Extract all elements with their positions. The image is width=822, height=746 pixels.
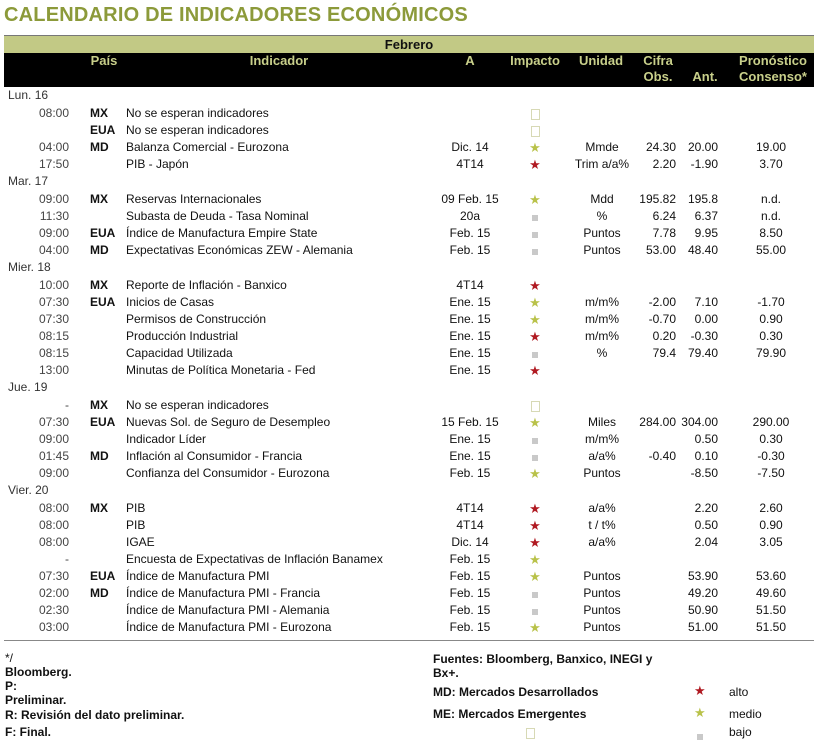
impact-medium-star-icon: ★ [529,140,541,155]
row-observed: 284.00 [639,415,676,429]
row-reference-period: Feb. 15 [449,466,491,480]
row-previous: 0.10 [694,449,718,463]
row-forecast: 3.70 [759,157,783,171]
impact-none-square-icon [516,124,554,137]
row-country: MX [90,398,108,412]
row-forecast: 51.50 [755,620,787,634]
row-indicator: PIB [126,518,146,532]
impact-low-square-icon [516,347,554,360]
row-time: 08:00 [38,518,69,532]
legend-alto-star-icon: ★ [694,683,706,698]
impact-low-square-icon [516,244,554,257]
impact-high-star-icon: ★ [529,157,541,172]
row-observed: 79.4 [652,346,676,360]
row-observed: -0.40 [648,449,676,463]
day-label: Vier. 20 [8,483,49,497]
row-indicator: Minutas de Política Monetaria - Fed [126,363,316,377]
row-reference-period: 20a [459,209,481,223]
row-previous: 195.8 [687,192,718,206]
row-time: 09:00 [38,226,69,240]
row-forecast: n.d. [760,209,781,223]
row-unit: Puntos [583,466,621,480]
row-forecast: 19.00 [755,140,787,154]
day-header [0,379,822,397]
row-forecast: -7.50 [757,466,785,480]
row-time: 02:00 [38,586,69,600]
row-country: EUA [90,295,116,309]
impact-low-square-icon [516,450,554,463]
row-time: 07:30 [38,295,69,309]
row-country: EUA [90,226,116,240]
row-indicator: Capacidad Utilizada [126,346,233,360]
impact-medium-star-icon: ★ [529,312,541,327]
row-previous: 0.50 [694,518,718,532]
row-reference-period: Dic. 14 [451,535,489,549]
row-forecast: 0.30 [759,432,783,446]
row-previous: 0.00 [694,312,718,326]
row-indicator: No se esperan indicadores [126,123,269,137]
row-previous: 48.40 [687,243,718,257]
row-time: 08:15 [38,346,69,360]
table-row [0,602,822,619]
legend-empty-square-icon [526,725,535,743]
row-indicator: Reporte de Inflación - Banxico [126,278,287,292]
row-reference-period: Feb. 15 [449,569,491,583]
impact-low-square-icon [516,210,554,223]
table-row [0,225,822,242]
row-indicator: PIB [126,501,146,515]
row-indicator: No se esperan indicadores [126,106,269,120]
row-unit: m/m% [585,295,619,309]
table-row [0,105,822,122]
row-indicator: Confianza del Consumidor - Eurozona [126,466,330,480]
impact-high-star-icon: ★ [529,363,541,378]
row-indicator: Producción Industrial [126,329,239,343]
row-unit: Miles [587,415,616,429]
row-forecast: 0.90 [759,518,783,532]
row-previous: 304.00 [681,415,718,429]
impact-medium-star-icon: ★ [529,415,541,430]
impact-medium-star-icon: ★ [529,192,541,207]
footnote-bloomberg: Bloomberg. [5,665,72,679]
row-unit: m/m% [585,432,619,446]
row-indicator: Expectativas Económicas ZEW - Alemania [126,243,353,257]
impact-high-star-icon: ★ [529,329,541,344]
row-country: EUA [90,123,116,137]
row-unit: t / t% [588,518,616,532]
day-header [0,87,822,105]
row-reference-period: Ene. 15 [449,363,491,377]
row-unit: a/a% [588,449,616,463]
row-forecast: 51.50 [755,603,787,617]
row-previous: -8.50 [690,466,718,480]
day-header [0,259,822,277]
footnote-final: F: Final. [5,725,51,739]
row-unit: % [596,209,608,223]
header-impacto: Impacto [510,53,560,68]
footer-divider [4,640,814,641]
row-previous: 0.50 [694,432,718,446]
table-row [0,311,822,328]
row-time: 07:30 [38,569,69,583]
row-reference-period: 4T14 [456,157,484,171]
row-unit: Mdd [590,192,614,206]
header-pais: País [90,53,118,68]
row-observed: 7.78 [652,226,676,240]
impact-low-square-icon [516,227,554,240]
table-row [0,585,822,602]
row-country: MX [90,192,108,206]
row-forecast: 0.90 [759,312,783,326]
row-time: 02:30 [38,603,69,617]
row-forecast: -0.30 [757,449,785,463]
row-country: MD [90,449,109,463]
row-time: 10:00 [38,278,69,292]
row-forecast: 53.60 [755,569,787,583]
row-previous: 49.20 [687,586,718,600]
md-definition: MD: Mercados Desarrollados [433,685,599,699]
row-previous: 7.10 [694,295,718,309]
row-indicator: Inflación al Consumidor - Francia [126,449,303,463]
table-row [0,122,822,139]
table-row [0,362,822,379]
sources-line-2: Bx+. [433,666,459,680]
row-country: EUA [90,415,116,429]
day-label: Jue. 19 [8,380,48,394]
row-country: MX [90,106,108,120]
legend-bajo-square-icon [697,728,703,746]
header-obs: Obs. [643,69,673,84]
row-indicator: IGAE [126,535,155,549]
impact-high-star-icon: ★ [529,535,541,550]
table-row [0,191,822,208]
row-reference-period: Ene. 15 [449,295,491,309]
row-indicator: No se esperan indicadores [126,398,269,412]
footnote-revision: R: Revisión del dato preliminar. [5,708,185,722]
row-indicator: Índice de Manufactura PMI - Francia [126,586,321,600]
row-reference-period: 09 Feb. 15 [441,192,499,206]
row-forecast: 0.30 [759,329,783,343]
row-unit: Puntos [583,243,621,257]
row-reference-period: Ene. 15 [449,432,491,446]
table-row [0,397,822,414]
table-header [4,53,814,87]
table-row [0,551,822,568]
row-reference-period: 15 Feb. 15 [441,415,499,429]
row-previous: -0.30 [690,329,718,343]
header-ant: Ant. [692,69,718,84]
impact-none-square-icon [516,107,554,120]
header-pronostico: Pronóstico [739,53,807,68]
table-row [0,431,822,448]
row-reference-period: Feb. 15 [449,586,491,600]
row-reference-period: Feb. 15 [449,620,491,634]
header-a: A [465,53,475,68]
row-reference-period: Feb. 15 [449,552,491,566]
row-indicator: Inicios de Casas [126,295,215,309]
row-observed: -0.70 [648,312,676,326]
row-time: - [65,398,69,412]
table-row [0,568,822,585]
impact-low-square-icon [516,433,554,446]
impact-none-square-icon [516,399,554,412]
row-indicator: Nuevas Sol. de Seguro de Desempleo [126,415,331,429]
table-row [0,448,822,465]
row-previous: 50.90 [687,603,718,617]
row-previous: 53.90 [687,569,718,583]
impact-medium-star-icon: ★ [529,466,541,481]
row-unit: Trim a/a% [574,157,630,171]
row-country: MD [90,586,109,600]
impact-low-square-icon [516,587,554,600]
row-observed: 6.24 [652,209,676,223]
row-observed: 53.00 [645,243,676,257]
row-country: MD [90,243,109,257]
table-row [0,328,822,345]
table-row [0,277,822,294]
row-reference-period: Dic. 14 [451,140,489,154]
row-country: EUA [90,569,116,583]
row-forecast: n.d. [760,192,781,206]
row-country: MX [90,278,108,292]
row-forecast: 290.00 [752,415,790,429]
row-observed: 2.20 [652,157,676,171]
day-label: Mier. 18 [8,260,51,274]
me-definition: ME: Mercados Emergentes [433,707,587,721]
header-cifra: Cifra [643,53,673,68]
row-forecast: 79.90 [755,346,787,360]
row-reference-period: 4T14 [456,278,484,292]
table-row [0,294,822,311]
legend-medio-label: medio [729,707,762,721]
table-row [0,517,822,534]
row-indicator: PIB - Japón [126,157,189,171]
row-reference-period: Feb. 15 [449,226,491,240]
table-row [0,414,822,431]
row-time: 11:30 [39,209,69,223]
row-observed: 0.20 [652,329,676,343]
row-indicator: Índice de Manufactura PMI - Eurozona [126,620,332,634]
row-unit: a/a% [588,535,616,549]
month-bar: Febrero [4,35,814,54]
impact-high-star-icon: ★ [529,518,541,533]
row-time: 09:00 [38,432,69,446]
impact-medium-star-icon: ★ [529,620,541,635]
table-row [0,500,822,517]
day-label: Mar. 17 [8,174,49,188]
row-time: 09:00 [38,466,69,480]
row-previous: 2.04 [694,535,718,549]
table-row [0,156,822,173]
row-observed: 195.82 [639,192,676,206]
row-reference-period: 4T14 [456,501,484,515]
row-unit: Puntos [583,603,621,617]
row-time: 01:45 [38,449,69,463]
row-indicator: Indicador Líder [126,432,207,446]
row-unit: m/m% [585,329,619,343]
table-row [0,619,822,636]
row-reference-period: Ene. 15 [449,312,491,326]
row-indicator: Índice de Manufactura PMI - Alemania [126,603,330,617]
row-time: 08:00 [38,106,69,120]
table-row [0,465,822,482]
row-indicator: Índice de Manufactura Empire State [126,226,318,240]
row-unit: Puntos [583,620,621,634]
footnote-preliminar: Preliminar. [5,693,67,707]
impact-high-star-icon: ★ [529,278,541,293]
row-previous: 51.00 [687,620,718,634]
row-indicator: Reservas Internacionales [126,192,262,206]
row-previous: 79.40 [687,346,718,360]
day-header [0,173,822,191]
row-time: - [65,552,69,566]
row-forecast: 49.60 [755,586,787,600]
row-time: 08:15 [38,329,69,343]
row-forecast: 8.50 [759,226,783,240]
row-reference-period: Feb. 15 [449,603,491,617]
indicator-table [0,87,822,636]
row-forecast: 55.00 [755,243,787,257]
row-reference-period: Ene. 15 [449,329,491,343]
row-unit: Puntos [583,226,621,240]
row-previous: 6.37 [694,209,718,223]
row-time: 04:00 [38,243,69,257]
footnote-star: */ [5,651,14,665]
row-time: 08:00 [38,535,69,549]
page-title: CALENDARIO DE INDICADORES ECONÓMICOS [4,4,468,26]
impact-medium-star-icon: ★ [529,569,541,584]
legend-alto-label: alto [729,685,749,699]
day-header [0,482,822,500]
row-country: MX [90,501,108,515]
row-indicator: Índice de Manufactura PMI [126,569,270,583]
day-label: Lun. 16 [8,88,49,102]
row-indicator: Encuesta de Expectativas de Inflación Banamex [126,552,383,566]
row-indicator: Balanza Comercial - Eurozona [126,140,289,154]
row-unit: a/a% [588,501,616,515]
table-row [0,534,822,551]
impact-medium-star-icon: ★ [529,295,541,310]
row-reference-period: Ene. 15 [449,346,491,360]
row-previous: -1.90 [690,157,718,171]
row-country: MD [90,140,109,154]
impact-low-square-icon [516,604,554,617]
header-indicador: Indicador [249,53,309,68]
row-time: 07:30 [38,415,69,429]
row-observed: 24.30 [645,140,676,154]
row-time: 03:00 [38,620,69,634]
impact-medium-star-icon: ★ [529,552,541,567]
table-row [0,345,822,362]
footnote-p: P: [5,679,17,693]
row-time: 13:00 [38,363,69,377]
table-row [0,242,822,259]
row-unit: % [596,346,608,360]
row-time: 04:00 [38,140,69,154]
row-unit: m/m% [585,312,619,326]
row-reference-period: 4T14 [456,518,484,532]
sources-line-1: Fuentes: Bloomberg, Banxico, INEGI y [433,652,653,666]
row-unit: Mmde [585,140,619,154]
row-time: 08:00 [38,501,69,515]
row-indicator: Subasta de Deuda - Tasa Nominal [126,209,309,223]
row-previous: 2.20 [694,501,718,515]
row-observed: -2.00 [648,295,676,309]
row-previous: 9.95 [694,226,718,240]
row-time: 17:50 [38,157,69,171]
legend-bajo-label: bajo [729,725,752,739]
row-forecast: 2.60 [759,501,783,515]
row-indicator: Permisos de Construcción [126,312,267,326]
header-consenso: Consenso* [739,69,807,84]
row-time: 09:00 [38,192,69,206]
impact-high-star-icon: ★ [529,501,541,516]
row-time: 07:30 [38,312,69,326]
row-forecast: 3.05 [759,535,783,549]
table-row [0,139,822,156]
row-forecast: -1.70 [757,295,785,309]
legend-medio-star-icon: ★ [694,705,706,720]
header-unidad: Unidad [578,53,624,68]
row-unit: Puntos [583,569,621,583]
row-reference-period: Feb. 15 [449,243,491,257]
table-row [0,208,822,225]
row-previous: 20.00 [687,140,718,154]
row-unit: Puntos [583,586,621,600]
row-reference-period: Ene. 15 [449,449,491,463]
